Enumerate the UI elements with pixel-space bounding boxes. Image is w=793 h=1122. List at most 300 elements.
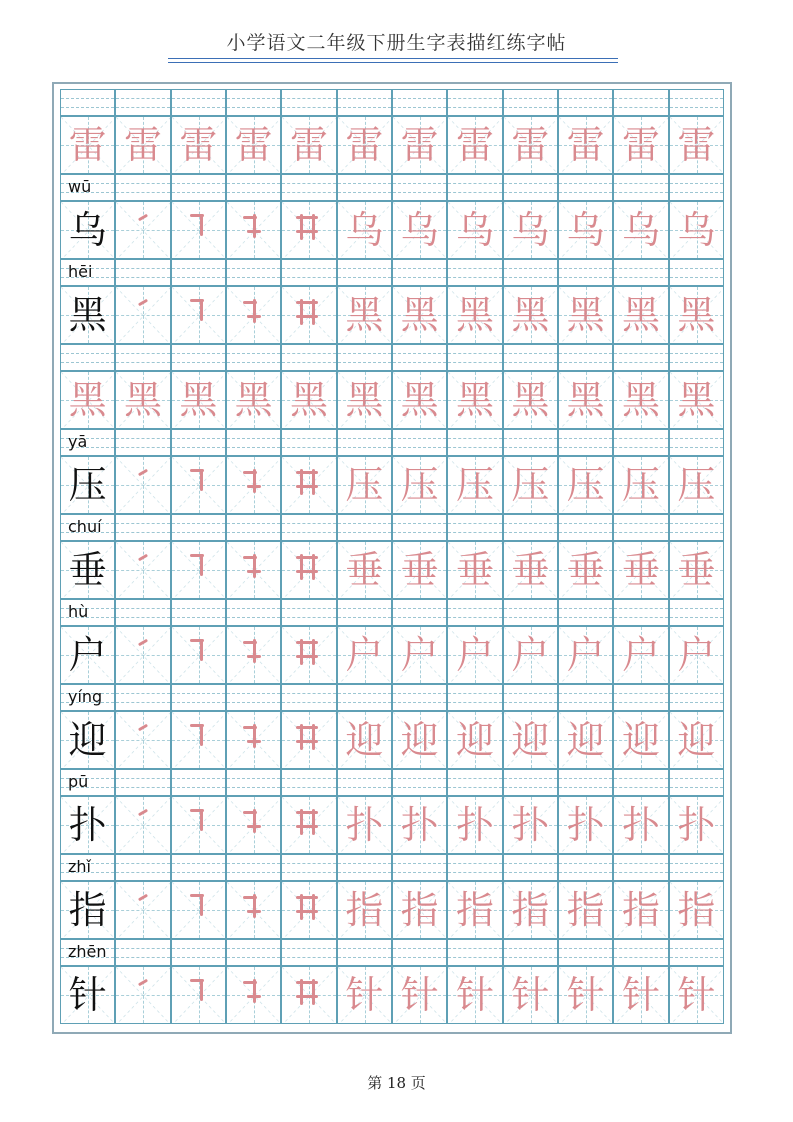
pinyin-writing-cell[interactable] xyxy=(392,174,447,201)
trace-char-cell[interactable] xyxy=(226,201,281,259)
trace-char-cell[interactable] xyxy=(392,456,447,514)
trace-char-cell[interactable] xyxy=(613,711,668,769)
pinyin-writing-cell[interactable] xyxy=(337,89,392,116)
trace-char-cell[interactable] xyxy=(337,541,392,599)
pinyin-writing-cell[interactable] xyxy=(171,684,226,711)
pinyin-writing-cell[interactable] xyxy=(558,769,613,796)
pinyin-writing-cell[interactable] xyxy=(115,514,170,541)
pinyin-writing-cell[interactable] xyxy=(392,599,447,626)
model-char-cell[interactable] xyxy=(60,541,115,599)
pinyin-writing-cell[interactable] xyxy=(281,854,336,881)
trace-char: 黑 xyxy=(511,293,550,337)
trace-char-cell[interactable] xyxy=(447,286,502,344)
trace-char: 乌 xyxy=(400,208,439,252)
trace-char-cell[interactable] xyxy=(281,881,336,939)
trace-char-cell[interactable] xyxy=(669,711,724,769)
trace-char: 垂 xyxy=(455,548,494,592)
trace-char-cell[interactable] xyxy=(226,116,281,174)
pinyin-writing-cell[interactable] xyxy=(337,599,392,626)
pinyin-writing-cell[interactable] xyxy=(392,514,447,541)
trace-char-cell[interactable] xyxy=(171,881,226,939)
pinyin-label: zhǐ xyxy=(68,857,91,876)
pinyin-writing-cell[interactable] xyxy=(447,769,502,796)
trace-char-cell[interactable] xyxy=(613,116,668,174)
trace-char-cell[interactable] xyxy=(281,966,336,1024)
trace-char-cell[interactable] xyxy=(447,966,502,1024)
pinyin-writing-cell[interactable] xyxy=(447,599,502,626)
pinyin-writing-cell[interactable] xyxy=(171,174,226,201)
trace-char-cell[interactable] xyxy=(558,371,613,429)
pinyin-writing-cell[interactable] xyxy=(171,854,226,881)
model-char-cell[interactable] xyxy=(60,201,115,259)
diagonal-guides xyxy=(116,882,170,939)
trace-stroke xyxy=(200,554,203,576)
trace-char-cell[interactable] xyxy=(171,711,226,769)
pinyin-writing-cell[interactable] xyxy=(558,599,613,626)
model-char: 乌 xyxy=(68,208,107,252)
pinyin-writing-cell[interactable] xyxy=(392,259,447,286)
trace-char: 乌 xyxy=(455,208,494,252)
pinyin-writing-cell[interactable] xyxy=(669,514,724,541)
trace-char-cell[interactable] xyxy=(226,881,281,939)
trace-char-cell[interactable] xyxy=(281,796,336,854)
trace-char-cell[interactable] xyxy=(115,286,170,344)
pinyin-writing-cell[interactable] xyxy=(281,514,336,541)
pinyin-writing-cell[interactable] xyxy=(558,684,613,711)
model-char-cell[interactable] xyxy=(60,286,115,344)
trace-char-cell[interactable] xyxy=(558,796,613,854)
pinyin-writing-cell[interactable] xyxy=(226,174,281,201)
diagonal-guides xyxy=(116,967,170,1024)
pinyin-writing-cell[interactable] xyxy=(558,174,613,201)
pinyin-writing-cell[interactable] xyxy=(337,174,392,201)
pinyin-writing-cell[interactable] xyxy=(171,89,226,116)
trace-char-cell[interactable] xyxy=(447,371,502,429)
pinyin-band xyxy=(60,769,724,796)
pinyin-writing-cell[interactable] xyxy=(613,344,668,371)
pinyin-writing-cell[interactable] xyxy=(503,344,558,371)
trace-char-cell[interactable] xyxy=(226,371,281,429)
trace-char-cell[interactable] xyxy=(669,286,724,344)
trace-stroke xyxy=(300,639,303,665)
trace-char-cell[interactable] xyxy=(115,711,170,769)
trace-char-cell[interactable] xyxy=(337,286,392,344)
trace-char: 针 xyxy=(511,973,550,1017)
trace-char-cell[interactable] xyxy=(115,541,170,599)
pinyin-writing-cell[interactable] xyxy=(337,259,392,286)
pinyin-writing-cell[interactable] xyxy=(613,174,668,201)
pinyin-writing-cell[interactable] xyxy=(669,939,724,966)
trace-char-cell[interactable] xyxy=(503,626,558,684)
trace-char-cell[interactable] xyxy=(60,371,115,429)
trace-char: 黑 xyxy=(455,378,494,422)
trace-char-cell[interactable] xyxy=(392,371,447,429)
pinyin-writing-cell[interactable] xyxy=(281,769,336,796)
pinyin-writing-cell[interactable] xyxy=(669,769,724,796)
trace-char-cell[interactable] xyxy=(115,796,170,854)
trace-char-cell[interactable] xyxy=(281,626,336,684)
trace-char: 扑 xyxy=(677,803,716,847)
pinyin-writing-cell[interactable] xyxy=(558,89,613,116)
trace-stroke xyxy=(247,825,261,828)
pinyin-writing-cell[interactable] xyxy=(226,514,281,541)
trace-char-cell[interactable] xyxy=(447,456,502,514)
pinyin-writing-cell[interactable] xyxy=(503,854,558,881)
pinyin-writing-cell[interactable] xyxy=(503,514,558,541)
trace-char-cell[interactable] xyxy=(558,116,613,174)
pinyin-writing-cell[interactable] xyxy=(669,429,724,456)
pinyin-writing-cell[interactable] xyxy=(558,854,613,881)
pinyin-writing-cell[interactable] xyxy=(447,174,502,201)
pinyin-writing-cell[interactable] xyxy=(337,344,392,371)
pinyin-writing-cell[interactable] xyxy=(447,344,502,371)
pinyin-writing-cell[interactable] xyxy=(392,429,447,456)
trace-char-cell[interactable] xyxy=(558,286,613,344)
pinyin-writing-cell[interactable] xyxy=(171,429,226,456)
pinyin-writing-cell[interactable] xyxy=(115,174,170,201)
trace-stroke xyxy=(300,214,303,240)
pinyin-writing-cell[interactable] xyxy=(503,939,558,966)
pinyin-writing-cell[interactable] xyxy=(669,684,724,711)
trace-char-cell[interactable] xyxy=(226,966,281,1024)
pinyin-writing-cell[interactable] xyxy=(613,684,668,711)
trace-char-cell[interactable] xyxy=(281,116,336,174)
trace-char-cell[interactable] xyxy=(337,796,392,854)
pinyin-writing-cell[interactable] xyxy=(447,89,502,116)
pinyin-writing-cell[interactable] xyxy=(669,89,724,116)
trace-char-cell[interactable] xyxy=(503,711,558,769)
trace-char-cell[interactable] xyxy=(337,966,392,1024)
pinyin-writing-cell[interactable] xyxy=(613,514,668,541)
trace-char-cell[interactable] xyxy=(503,881,558,939)
pinyin-writing-cell[interactable] xyxy=(613,769,668,796)
trace-char-cell[interactable] xyxy=(613,456,668,514)
pinyin-band xyxy=(60,854,724,881)
pinyin-writing-cell[interactable] xyxy=(171,514,226,541)
trace-char-cell[interactable] xyxy=(226,456,281,514)
trace-char-cell[interactable] xyxy=(503,116,558,174)
trace-char: 乌 xyxy=(621,208,660,252)
pinyin-writing-cell[interactable] xyxy=(558,939,613,966)
trace-char-cell[interactable] xyxy=(613,796,668,854)
pinyin-writing-cell[interactable] xyxy=(613,429,668,456)
pinyin-writing-cell[interactable] xyxy=(226,939,281,966)
pinyin-writing-cell[interactable] xyxy=(60,344,115,371)
trace-char: 迎 xyxy=(400,718,439,762)
pinyin-writing-cell[interactable] xyxy=(447,259,502,286)
pinyin-writing-cell[interactable] xyxy=(392,89,447,116)
pinyin-writing-cell[interactable] xyxy=(226,89,281,116)
pinyin-writing-cell[interactable] xyxy=(281,89,336,116)
model-char-cell[interactable] xyxy=(60,881,115,939)
trace-char-cell[interactable] xyxy=(558,541,613,599)
trace-char: 扑 xyxy=(566,803,605,847)
pinyin-writing-cell[interactable] xyxy=(558,514,613,541)
trace-char-cell[interactable] xyxy=(669,881,724,939)
pinyin-writing-cell[interactable] xyxy=(669,174,724,201)
trace-stroke xyxy=(312,809,315,835)
trace-char: 针 xyxy=(455,973,494,1017)
trace-char-cell[interactable] xyxy=(115,116,170,174)
trace-char-cell[interactable] xyxy=(447,541,502,599)
pinyin-writing-cell[interactable] xyxy=(281,939,336,966)
trace-char-cell[interactable] xyxy=(503,286,558,344)
trace-char: 迎 xyxy=(621,718,660,762)
pinyin-writing-cell[interactable] xyxy=(115,854,170,881)
pinyin-writing-cell[interactable] xyxy=(669,344,724,371)
trace-stroke xyxy=(253,554,256,578)
trace-char-cell[interactable] xyxy=(337,626,392,684)
pinyin-writing-cell[interactable] xyxy=(337,429,392,456)
trace-char-cell[interactable] xyxy=(171,371,226,429)
trace-char-cell[interactable] xyxy=(447,881,502,939)
trace-char-cell[interactable] xyxy=(171,456,226,514)
trace-char-cell[interactable] xyxy=(613,541,668,599)
trace-char-cell[interactable] xyxy=(392,541,447,599)
trace-stroke xyxy=(312,979,315,1005)
pinyin-writing-cell[interactable] xyxy=(115,599,170,626)
pinyin-writing-cell[interactable] xyxy=(613,939,668,966)
pinyin-writing-cell[interactable] xyxy=(392,769,447,796)
pinyin-writing-cell[interactable] xyxy=(503,89,558,116)
pinyin-writing-cell[interactable] xyxy=(613,89,668,116)
trace-char: 压 xyxy=(677,463,716,507)
pinyin-writing-cell[interactable] xyxy=(281,599,336,626)
pinyin-writing-cell[interactable] xyxy=(392,344,447,371)
pinyin-writing-cell[interactable] xyxy=(337,684,392,711)
pinyin-writing-cell[interactable] xyxy=(115,259,170,286)
trace-char: 垂 xyxy=(400,548,439,592)
trace-stroke xyxy=(253,469,256,493)
pinyin-writing-cell[interactable] xyxy=(447,429,502,456)
trace-stroke xyxy=(296,570,318,573)
trace-char-cell[interactable] xyxy=(281,711,336,769)
trace-char-cell[interactable] xyxy=(558,456,613,514)
trace-char-cell[interactable] xyxy=(558,881,613,939)
trace-char-cell[interactable] xyxy=(503,966,558,1024)
trace-char: 压 xyxy=(455,463,494,507)
pinyin-writing-cell[interactable] xyxy=(337,769,392,796)
pinyin-writing-cell[interactable] xyxy=(171,599,226,626)
trace-char-cell[interactable] xyxy=(613,371,668,429)
trace-char: 指 xyxy=(621,888,660,932)
trace-char-cell[interactable] xyxy=(669,116,724,174)
trace-char: 雷 xyxy=(123,123,162,167)
trace-char: 扑 xyxy=(511,803,550,847)
trace-char: 扑 xyxy=(400,803,439,847)
model-char-cell[interactable] xyxy=(60,456,115,514)
trace-char-cell[interactable] xyxy=(392,711,447,769)
pinyin-writing-cell[interactable] xyxy=(60,89,115,116)
trace-char-cell[interactable] xyxy=(613,626,668,684)
trace-char-cell[interactable] xyxy=(503,371,558,429)
trace-char-cell[interactable] xyxy=(226,626,281,684)
trace-char-cell[interactable] xyxy=(392,201,447,259)
pinyin-writing-cell[interactable] xyxy=(115,684,170,711)
trace-char-cell[interactable] xyxy=(669,796,724,854)
pinyin-writing-cell[interactable] xyxy=(226,429,281,456)
pinyin-writing-cell[interactable] xyxy=(669,599,724,626)
pinyin-writing-cell[interactable] xyxy=(613,259,668,286)
pinyin-writing-cell[interactable] xyxy=(669,259,724,286)
trace-char-cell[interactable] xyxy=(115,966,170,1024)
trace-char-cell[interactable] xyxy=(613,201,668,259)
pinyin-writing-cell[interactable] xyxy=(447,684,502,711)
trace-char-cell[interactable] xyxy=(613,286,668,344)
pinyin-writing-cell[interactable] xyxy=(115,429,170,456)
diagonal-guides xyxy=(172,627,226,684)
trace-char-cell[interactable] xyxy=(447,201,502,259)
trace-char-cell[interactable] xyxy=(281,286,336,344)
trace-char-cell[interactable] xyxy=(171,286,226,344)
pinyin-writing-cell[interactable] xyxy=(447,854,502,881)
pinyin-writing-cell[interactable] xyxy=(503,599,558,626)
trace-char-cell[interactable] xyxy=(115,626,170,684)
trace-char-cell[interactable] xyxy=(115,201,170,259)
pinyin-writing-cell[interactable] xyxy=(337,939,392,966)
trace-char-cell[interactable] xyxy=(669,541,724,599)
trace-char-cell[interactable] xyxy=(171,796,226,854)
pinyin-writing-cell[interactable] xyxy=(226,599,281,626)
trace-char-cell[interactable] xyxy=(337,711,392,769)
trace-char-cell[interactable] xyxy=(60,116,115,174)
pinyin-writing-cell[interactable] xyxy=(669,854,724,881)
trace-char-cell[interactable] xyxy=(392,881,447,939)
pinyin-writing-cell[interactable] xyxy=(226,344,281,371)
model-char-cell[interactable] xyxy=(60,626,115,684)
trace-char-cell[interactable] xyxy=(503,796,558,854)
trace-char-cell[interactable] xyxy=(669,371,724,429)
trace-char-cell[interactable] xyxy=(115,456,170,514)
pinyin-writing-cell[interactable] xyxy=(558,344,613,371)
trace-char-cell[interactable] xyxy=(281,456,336,514)
model-char-cell[interactable] xyxy=(60,966,115,1024)
trace-char-cell[interactable] xyxy=(171,966,226,1024)
pinyin-band xyxy=(60,599,724,626)
pinyin-writing-cell[interactable] xyxy=(392,854,447,881)
trace-char-cell[interactable] xyxy=(447,711,502,769)
pinyin-writing-cell[interactable] xyxy=(281,429,336,456)
trace-char-cell[interactable] xyxy=(337,881,392,939)
trace-char-cell[interactable] xyxy=(669,966,724,1024)
trace-char-cell[interactable] xyxy=(281,201,336,259)
trace-char-cell[interactable] xyxy=(503,456,558,514)
trace-char-cell[interactable] xyxy=(447,116,502,174)
trace-char-cell[interactable] xyxy=(281,541,336,599)
trace-char-cell[interactable] xyxy=(337,456,392,514)
pinyin-writing-cell[interactable] xyxy=(503,684,558,711)
trace-char-cell[interactable] xyxy=(558,626,613,684)
pinyin-writing-cell[interactable] xyxy=(226,684,281,711)
pinyin-writing-cell[interactable] xyxy=(558,259,613,286)
model-char-cell[interactable] xyxy=(60,711,115,769)
trace-char-cell[interactable] xyxy=(171,626,226,684)
pinyin-writing-cell[interactable] xyxy=(337,514,392,541)
pinyin-writing-cell[interactable] xyxy=(171,939,226,966)
trace-char: 乌 xyxy=(566,208,605,252)
trace-char-cell[interactable] xyxy=(226,286,281,344)
trace-char-cell[interactable] xyxy=(115,881,170,939)
trace-char: 垂 xyxy=(511,548,550,592)
pinyin-writing-cell[interactable] xyxy=(558,429,613,456)
pinyin-writing-cell[interactable] xyxy=(281,174,336,201)
trace-char: 迎 xyxy=(677,718,716,762)
pinyin-writing-cell[interactable] xyxy=(337,854,392,881)
trace-char-cell[interactable] xyxy=(558,711,613,769)
trace-char: 雷 xyxy=(234,123,273,167)
pinyin-writing-cell[interactable] xyxy=(171,259,226,286)
pinyin-writing-cell[interactable] xyxy=(171,769,226,796)
trace-char-cell[interactable] xyxy=(171,201,226,259)
pinyin-writing-cell[interactable] xyxy=(115,89,170,116)
pinyin-writing-cell[interactable] xyxy=(281,344,336,371)
trace-char-cell[interactable] xyxy=(337,371,392,429)
pinyin-writing-cell[interactable] xyxy=(503,174,558,201)
trace-char-cell[interactable] xyxy=(613,966,668,1024)
trace-char-cell[interactable] xyxy=(669,626,724,684)
trace-char-cell[interactable] xyxy=(226,541,281,599)
pinyin-writing-cell[interactable] xyxy=(503,429,558,456)
trace-char-cell[interactable] xyxy=(558,201,613,259)
pinyin-band xyxy=(60,939,724,966)
pinyin-writing-cell[interactable] xyxy=(115,939,170,966)
trace-char-cell[interactable] xyxy=(613,881,668,939)
pinyin-writing-cell[interactable] xyxy=(613,599,668,626)
pinyin-writing-cell[interactable] xyxy=(447,514,502,541)
trace-char: 垂 xyxy=(345,548,384,592)
trace-char-cell[interactable] xyxy=(392,796,447,854)
trace-char-cell[interactable] xyxy=(447,626,502,684)
trace-char-cell[interactable] xyxy=(337,201,392,259)
trace-char-cell[interactable] xyxy=(447,796,502,854)
model-char: 指 xyxy=(68,888,107,932)
trace-char-cell[interactable] xyxy=(226,796,281,854)
trace-char-cell[interactable] xyxy=(392,116,447,174)
pinyin-writing-cell[interactable] xyxy=(447,939,502,966)
pinyin-writing-cell[interactable] xyxy=(171,344,226,371)
trace-char-cell[interactable] xyxy=(171,116,226,174)
pinyin-writing-cell[interactable] xyxy=(226,769,281,796)
trace-char-cell[interactable] xyxy=(503,541,558,599)
pinyin-writing-cell[interactable] xyxy=(226,259,281,286)
trace-char-cell[interactable] xyxy=(226,711,281,769)
pinyin-label: zhēn xyxy=(68,942,107,961)
trace-char-cell[interactable] xyxy=(115,371,170,429)
trace-char-cell[interactable] xyxy=(669,456,724,514)
pinyin-writing-cell[interactable] xyxy=(503,769,558,796)
pinyin-writing-cell[interactable] xyxy=(226,854,281,881)
pinyin-writing-cell[interactable] xyxy=(115,344,170,371)
trace-char-cell[interactable] xyxy=(669,201,724,259)
trace-char-cell[interactable] xyxy=(503,201,558,259)
trace-char-cell[interactable] xyxy=(392,286,447,344)
pinyin-writing-cell[interactable] xyxy=(281,259,336,286)
pinyin-writing-cell[interactable] xyxy=(392,939,447,966)
model-char: 压 xyxy=(68,463,107,507)
pinyin-writing-cell[interactable] xyxy=(613,854,668,881)
trace-char-cell[interactable] xyxy=(392,626,447,684)
pinyin-writing-cell[interactable] xyxy=(503,259,558,286)
trace-char-cell[interactable] xyxy=(392,966,447,1024)
trace-char-cell[interactable] xyxy=(558,966,613,1024)
model-char-cell[interactable] xyxy=(60,796,115,854)
pinyin-writing-cell[interactable] xyxy=(281,684,336,711)
trace-char-cell[interactable] xyxy=(281,371,336,429)
pinyin-writing-cell[interactable] xyxy=(115,769,170,796)
pinyin-writing-cell[interactable] xyxy=(392,684,447,711)
trace-char-cell[interactable] xyxy=(171,541,226,599)
trace-char-cell[interactable] xyxy=(337,116,392,174)
